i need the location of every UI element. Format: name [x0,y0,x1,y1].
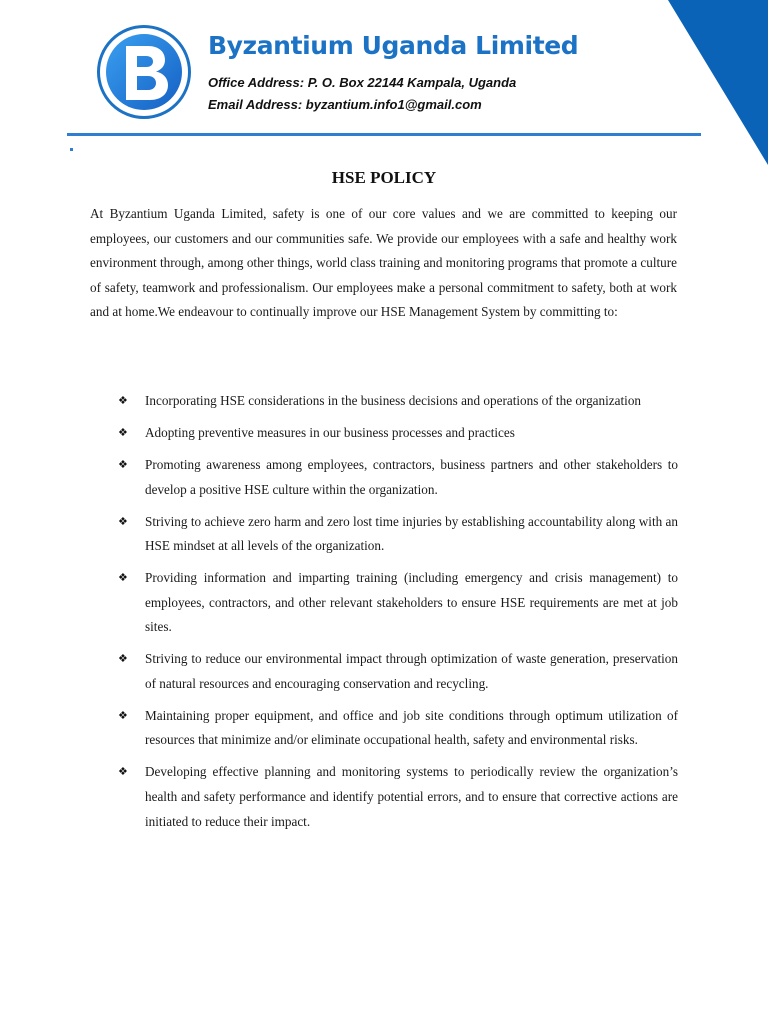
document-title: HSE POLICY [331,168,437,187]
diamond-bullet-icon: ❖ [118,709,128,722]
list-item-text: Maintaining proper equipment, and office and job site conditions through optimum utilization of resources that minimize and/or eliminate occupational health, safety and environmental risks. [145,707,678,748]
diamond-bullet-icon: ❖ [118,572,128,585]
list-item [118,453,678,502]
list-item-text: Providing information and imparting training (including emergency and crisis management) to employees, contractors, and other relevant stakeholders to ensure HSE requirements are met at job sites. [145,570,678,635]
office-address: Office Address: P. O. Box 22144 Kampala, Uganda [208,75,517,90]
list-item [118,421,678,446]
company-name: Byzantium Uganda Limited [208,31,579,60]
list-item [118,510,678,559]
diamond-bullet-icon: ❖ [118,766,128,779]
email-address: Email Address: byzantium.info1@gmail.com [208,97,482,112]
list-item-text: Promoting awareness among employees, contractors, business partners and other stakeholders to develop a positive HSE culture within the organization. [145,456,678,497]
diamond-bullet-icon: ❖ [118,653,128,666]
diamond-bullet-icon: ❖ [118,458,128,471]
diamond-bullet-icon: ❖ [118,395,128,407]
list-item-text: Incorporating HSE considerations in the business decisions and operations of the organization [145,393,642,408]
list-item-text: Developing effective planning and monitoring systems to periodically review the organization’s health and safety performance and identify potential errors, and to ensure that corrective actions are initiated to reduce their impact. [145,764,678,829]
list-item-text: Striving to achieve zero harm and zero lost time injuries by establishing accountability along with an HSE mindset at all levels of the organization. [145,513,678,554]
commitment-list [118,389,678,842]
intro-paragraph: At Byzantium Uganda Limited, safety is one of our core values and we are committed to keeping our employees, our customers and our communities safe. We provide our employees with a safe and healthy work environment through, among other things, world class training and monitoring programs that promote a culture of safety, teamwork and professionalism. Our employees make a personal commitment to safety, both at work and at home.We endeavour to continually improve our HSE Management System by committing to: [90,206,677,320]
list-item-text: Adopting preventive measures in our business processes and practices [145,424,515,440]
list-item-text: Striving to reduce our environmental impact through optimization of waste generation, preservation of natural resources and encouraging conservation and recycling. [145,651,678,691]
list-item [118,647,678,696]
list-item [118,760,678,834]
company-logo [96,24,192,120]
diamond-bullet-icon: ❖ [118,426,128,439]
list-item [118,389,678,414]
diamond-bullet-icon: ❖ [118,515,128,528]
divider-dot [70,148,73,151]
header-divider [67,133,701,136]
list-item [118,566,678,640]
list-item [118,704,678,753]
